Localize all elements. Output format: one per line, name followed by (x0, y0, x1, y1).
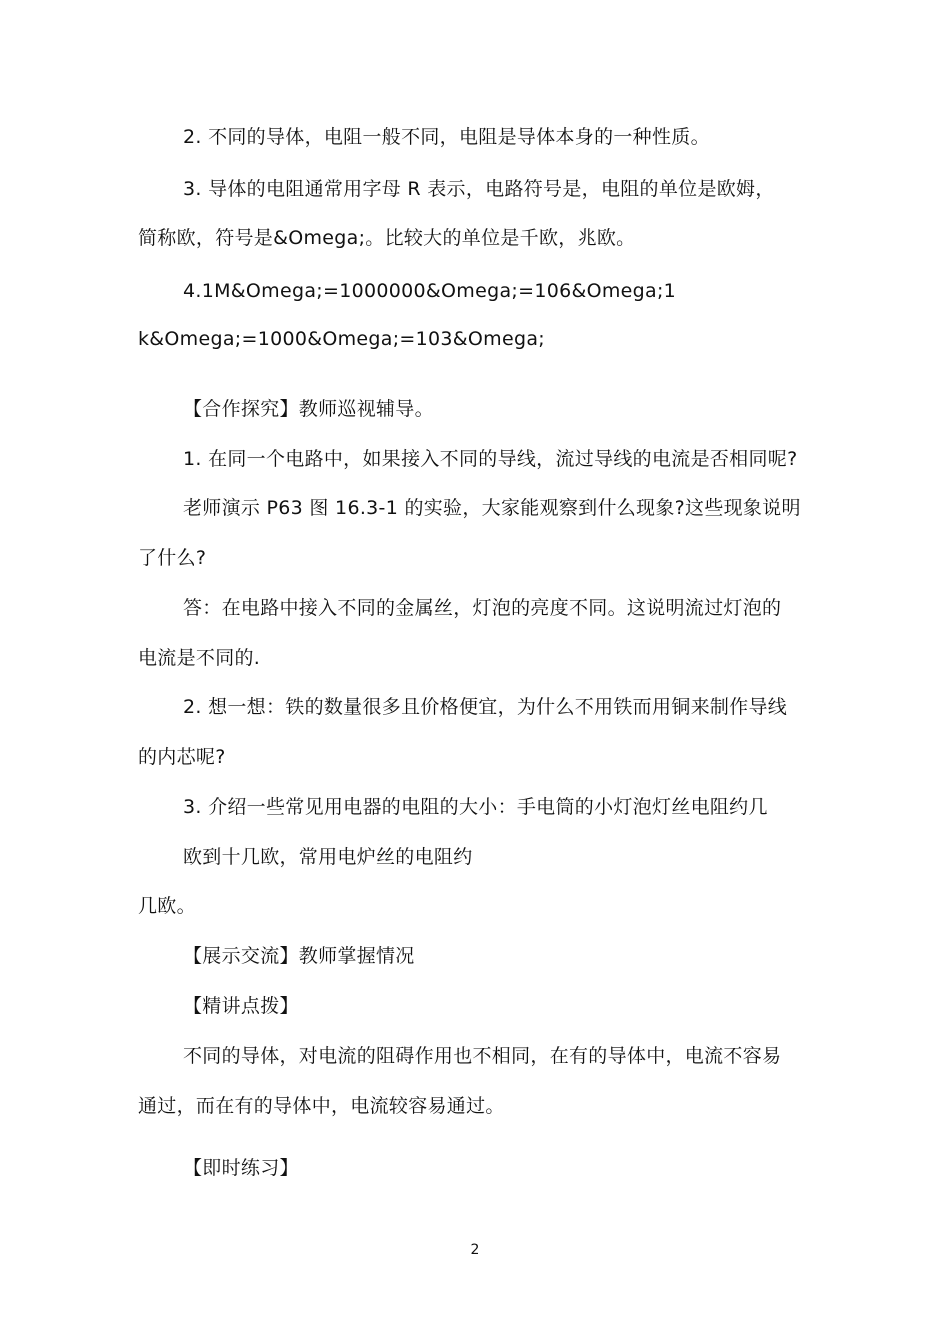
page-number: 2 (470, 1242, 480, 1258)
section-heading-cooperative-inquiry: 【合作探究】教师巡视辅导。 (183, 398, 434, 420)
text-line-8: 老师演示 P63 图 16.3-1 的实验，大家能观察到什么现象?这些现象说明 (183, 497, 801, 519)
text-line-11: 电流是不同的. (138, 647, 261, 669)
text-line-19: 不同的导体，对电流的阻碍作用也不相同，在有的导体中，电流不容易 (183, 1045, 782, 1067)
section-heading-practice: 【即时练习】 (183, 1157, 299, 1179)
text-line-15: 欧到十几欧，常用电炉丝的电阻约 (183, 846, 473, 868)
text-line-13: 的内芯呢? (138, 746, 226, 768)
text-line-7: 1. 在同一个电路中，如果接入不同的导线，流过导线的电流是否相同呢? (183, 448, 798, 470)
text-line-20: 通过，而在有的导体中，电流较容易通过。 (138, 1095, 505, 1117)
text-line-9: 了什么? (138, 547, 207, 569)
text-line-2: 3. 导体的电阻通常用字母 R 表示，电路符号是，电阻的单位是欧姆， (183, 178, 775, 200)
text-line-10: 答：在电路中接入不同的金属丝，灯泡的亮度不同。这说明流过灯泡的 (183, 597, 782, 619)
section-heading-key-points: 【精讲点拨】 (183, 995, 299, 1017)
text-line-3: 简称欧，符号是&Omega;。比较大的单位是千欧，兆欧。 (138, 227, 636, 249)
text-line-16: 几欧。 (138, 895, 196, 917)
text-line-1: 2. 不同的导体，电阻一般不同，电阻是导体本身的一种性质。 (183, 126, 710, 148)
section-heading-presentation: 【展示交流】教师掌握情况 (183, 945, 415, 967)
text-line-14: 3. 介绍一些常见用电器的电阻的大小：手电筒的小灯泡灯丝电阻约几 (183, 796, 768, 818)
text-line-5: k&Omega;=1000&Omega;=103&Omega; (138, 328, 545, 350)
text-line-12: 2. 想一想：铁的数量很多且价格便宜，为什么不用铁而用铜来制作导线 (183, 696, 788, 718)
text-line-4: 4.1M&Omega;=1000000&Omega;=106&Omega;1 (183, 280, 677, 302)
